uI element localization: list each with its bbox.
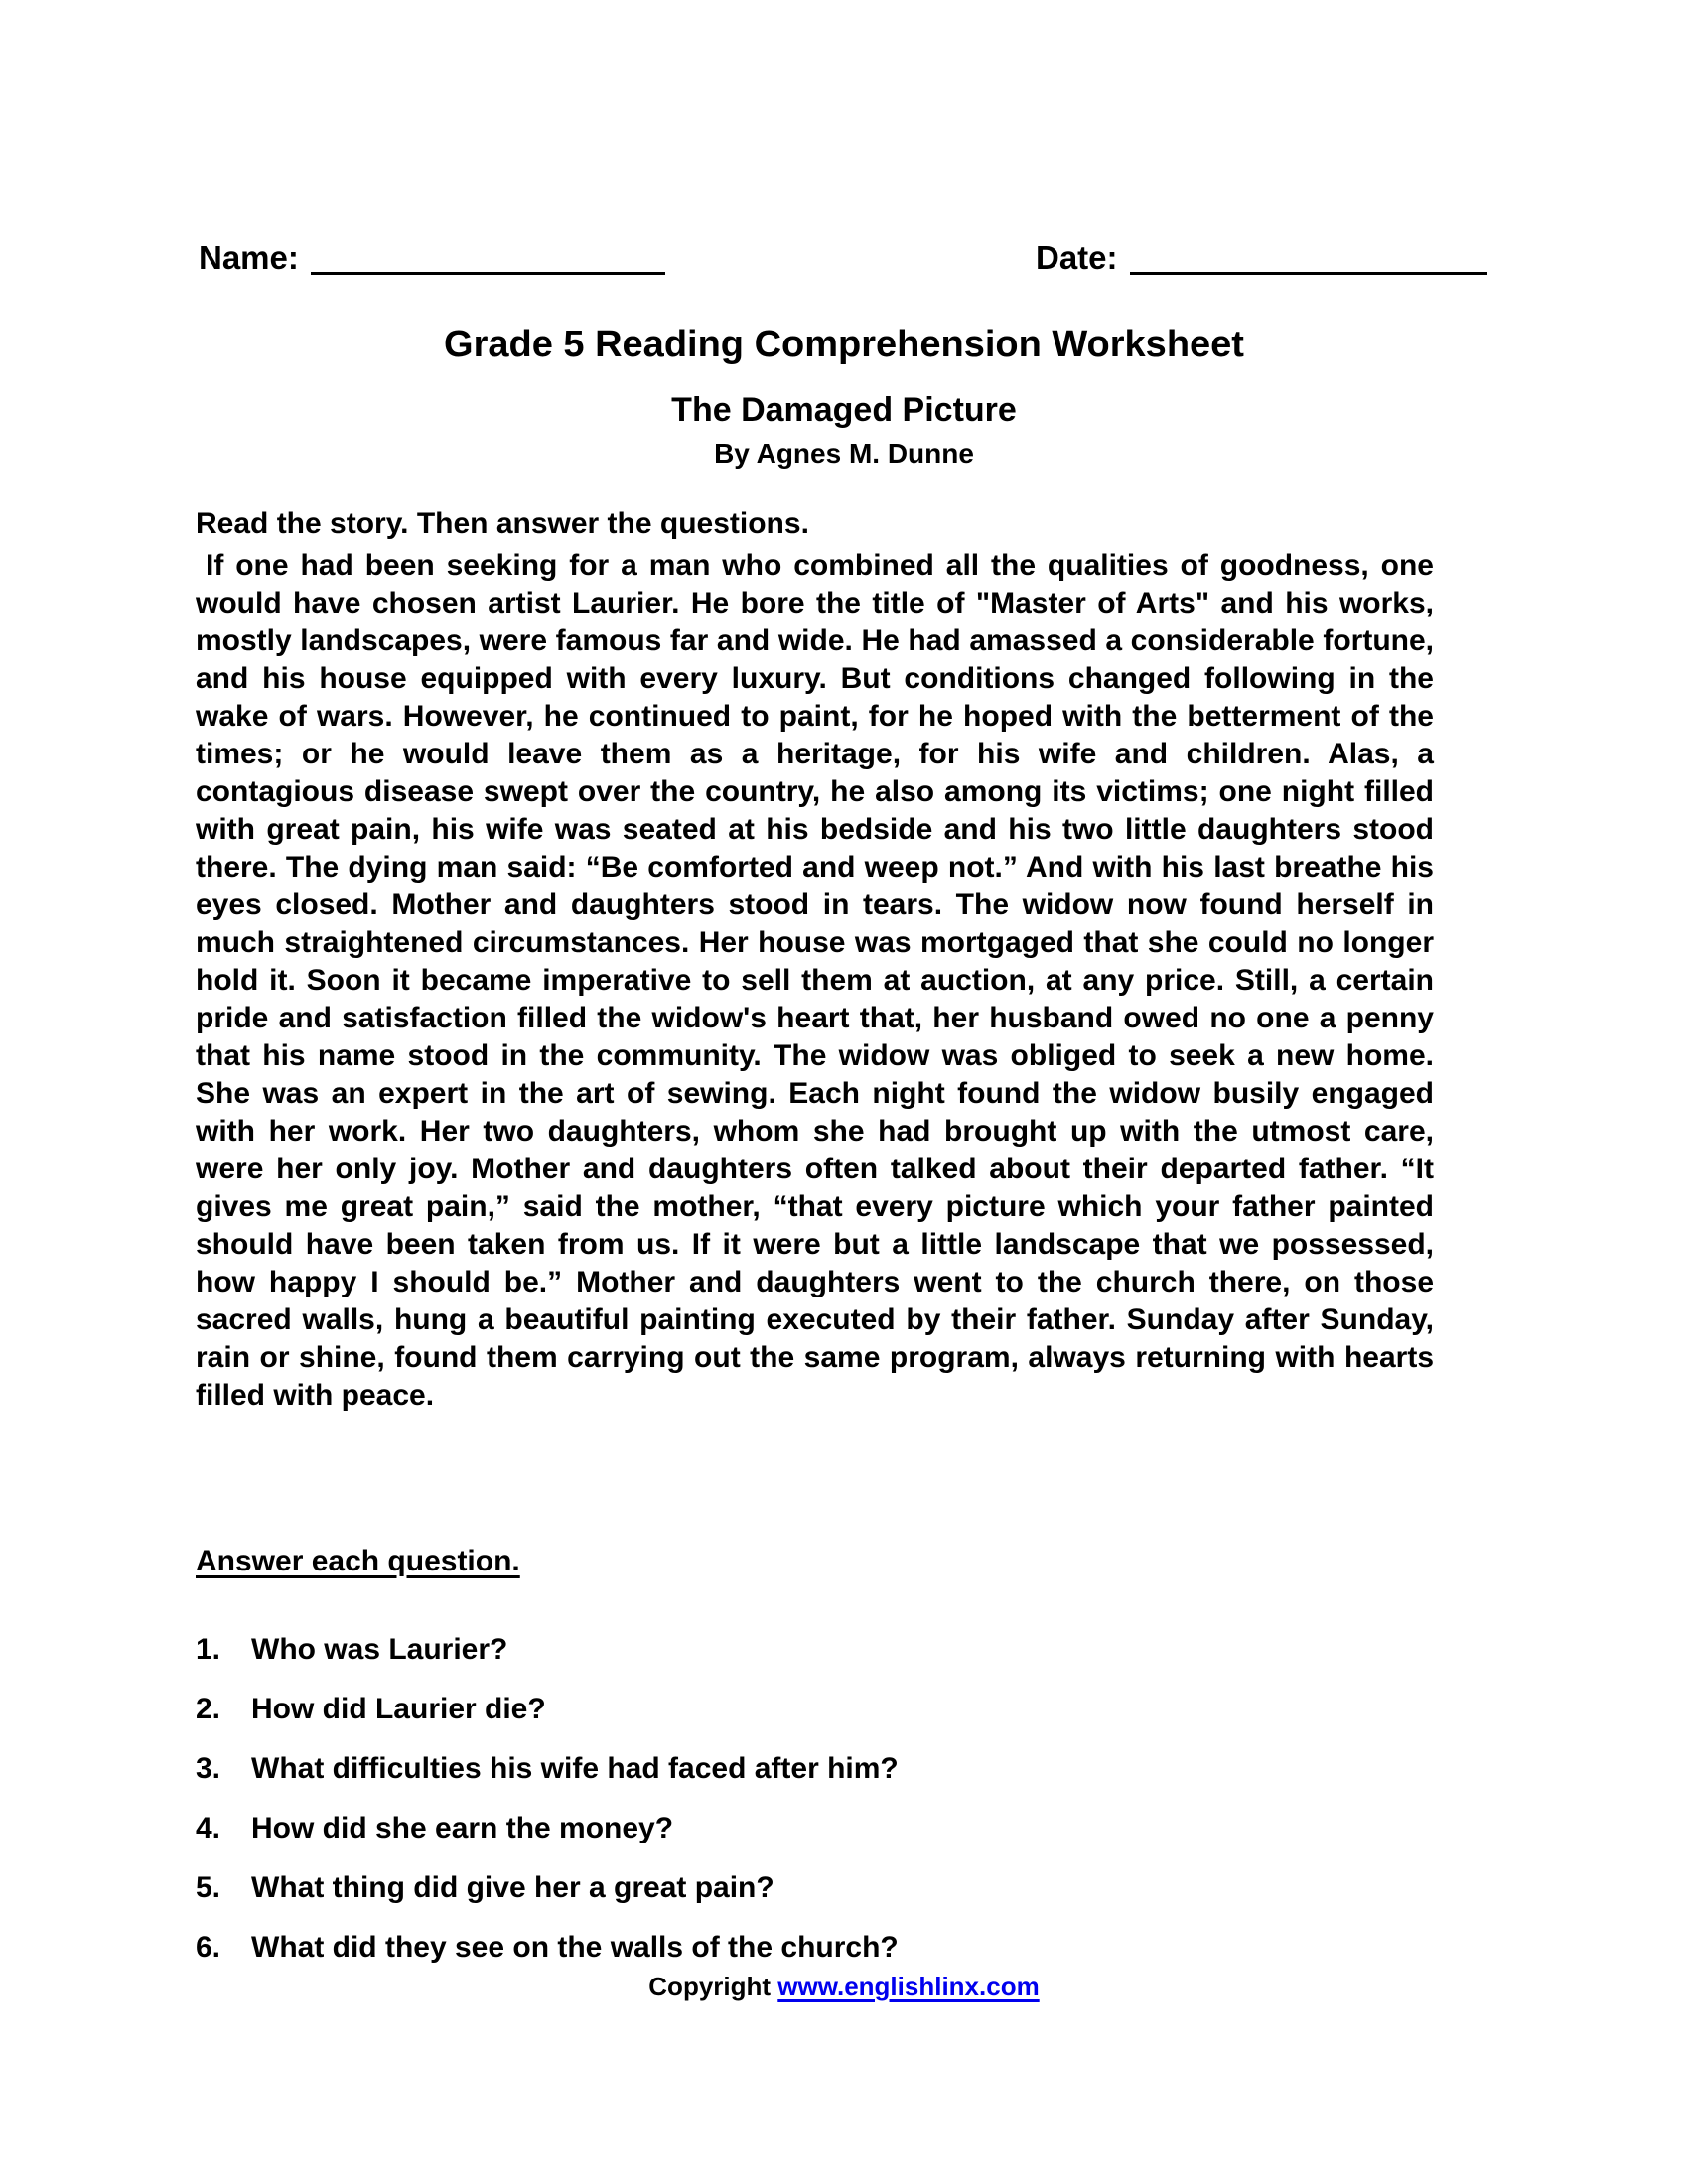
answer-section-heading: Answer each question. [196,1545,520,1577]
question-item [196,1752,1434,1786]
story-byline: By Agnes M. Dunne [714,438,974,469]
question-text: What thing did give her a great pain? [251,1871,774,1904]
question-number: 3. [196,1752,221,1785]
question-number: 5. [196,1871,221,1904]
question-text: What did they see on the walls of the church? [251,1931,899,1964]
copyright-label: Copyright [648,1972,778,2001]
name-label: Name: [199,239,299,276]
story-body-text: If one had been seeking for a man who combined all the qualities of goodness, one would have chosen artist Laurier. He bore the title of "Master of Arts" and his works, mostly landscapes, were famous far and wide. He had amassed a considerable fortune, and his house equipped with every luxury. But conditions changed following in the wake of wars. However, he continued to paint, for he hoped with the betterment of the times; or he would leave them as a heritage, for his wife and children. Alas, a contagious disease swept over the country, he also among its victims; one night filled with great pain, his wife was seated at his bedside and his two little daughters stood there. The dying man said: “Be comforted and weep not.” And with his last breathe his eyes closed. Mother and daughters stood in tears. The widow now found herself in much straightened circumstances. Her house was mortgaged that she could no longer hold it. Soon it became imperative to sell them at auction, at any price. Still, a certain pride and satisfaction filled the widow's heart that, her husband owed no one a penny that his name stood in the community. The widow was obliged to seek a new home. She was an expert in the art of sewing. Each night found the widow busily engaged with her work. Her two daughters, whom she had brought up with the utmost care, were her only joy. Mother and daughters often talked about their departed father. “It gives me great pain,” said the mother, “that every picture which your father painted should have been taken from us. If it were but a little landscape that we possessed, how happy I should be.” Mother and daughters went to the church there, on those sacred walls, hung a beautiful painting executed by their father. Sunday after Sunday, rain or shine, found them carrying out the same program, always returning with hearts filled with peace. [196,549,1434,1412]
date-field-group [1036,241,1487,275]
question-number: 1. [196,1633,221,1666]
copyright-link[interactable]: www.englishlinx.com [777,1972,1040,2001]
copyright-line [0,1972,1688,2002]
story-instruction: Read the story. Then answer the questions. [196,507,809,540]
question-text: How did she earn the money? [251,1812,674,1844]
question-number: 6. [196,1931,221,1964]
question-text: Who was Laurier? [251,1633,508,1666]
question-item [196,1633,1434,1667]
name-field-group [199,241,665,275]
question-text: How did Laurier die? [251,1693,546,1725]
page-title: Grade 5 Reading Comprehension Worksheet [444,324,1244,365]
question-item [196,1693,1434,1726]
date-label: Date: [1036,239,1118,276]
question-number: 4. [196,1812,221,1844]
question-number: 2. [196,1693,221,1725]
question-item [196,1812,1434,1845]
story-title: The Damaged Picture [671,391,1017,429]
question-text: What difficulties his wife had faced after him? [251,1752,899,1785]
name-blank-line [311,242,665,275]
question-item [196,1931,1434,1965]
question-list [196,1633,1434,1990]
date-blank-line [1130,242,1487,275]
question-item [196,1871,1434,1905]
